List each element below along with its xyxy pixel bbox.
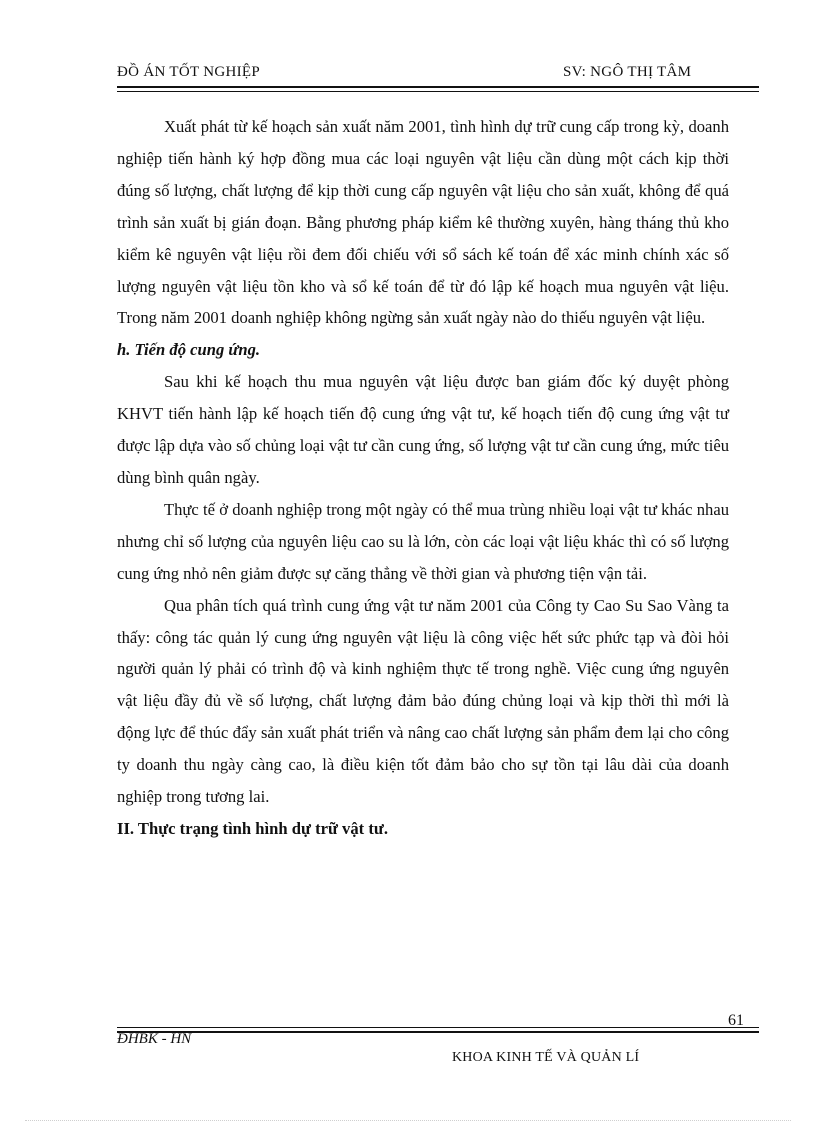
header-divider (117, 86, 759, 92)
paragraph-supply-schedule: Sau khi kế hoạch thu mua nguyên vật liệu được ban giám đốc ký duyệt phòng KHVT tiến hành lập kế hoạch tiến độ cung ứng vật tư, kế hoạch tiến độ cung ứng vật tư được lập dựa vào số chủng loại vật tư cần cung ứng, số lượng vật tư cần cung ứng, mức tiêu dùng bình quân ngày. (117, 372, 729, 487)
section-heading-h: h. Tiến độ cung ứng. (117, 340, 261, 360)
page-bottom-dotted-edge (25, 1120, 791, 1121)
footer-faculty: KHOA KINH TẾ VÀ QUẢN LÍ (452, 1050, 640, 1065)
page-number: 61 (728, 1012, 744, 1029)
paragraph-analysis: Qua phân tích quá trình cung ứng vật tư năm 2001 của Công ty Cao Su Sao Vàng ta thấy: công tác quản lý cung ứng nguyên vật liệu là công việc hết sức phức tạp và đòi hỏi người quản lý phải có trình độ và kinh nghiệm thực tế trong nghề. Việc cung ứng nguyên vật liệu đầy đủ về số lượng, chất lượng đảm bảo đúng chủng loại và kịp thời thì mới là động lực để thúc đẩy sản xuất phát triển và nâng cao chất lượng sản phẩm đem lại cho công ty doanh thu ngày càng cao, là điều kiện tốt đảm bảo cho sự tồn tại lâu dài của doanh nghiệp trong tương lai. (117, 595, 729, 807)
paragraph-supply-planning: Xuất phát từ kế hoạch sản xuất năm 2001, tình hình dự trữ cung cấp trong kỳ, doanh nghiệp tiến hành ký hợp đồng mua các loại nguyên vật liệu cần dùng một cách kịp thời đúng số lượng, chất lượng để kịp thời cung cấp nguyên vật liệu cho sản xuất, không để quá trình sản xuất bị gián đoạn. Bằng phương pháp kiểm kê thường xuyên, hàng tháng thủ kho kiểm kê nguyên vật liệu rồi đem đối chiếu với sổ sách kế toán để xác minh chính xác số lượng nguyên vật liệu tồn kho và sổ kế toán để từ đó lập kế hoạch mua nguyên vật liệu. Trong năm 2001 doanh nghiệp không ngừng sản xuất ngày nào do thiếu nguyên vật liệu. (117, 117, 729, 328)
header-document-title: ĐỒ ÁN TỐT NGHIỆP (117, 64, 260, 80)
footer-divider (117, 1027, 759, 1033)
section-heading-ii: II. Thực trạng tình hình dự trữ vật tư. (117, 818, 388, 838)
footer-university: ĐHBK - HN (117, 1031, 192, 1047)
page-body (117, 111, 729, 845)
header-student-name: SV: NGÔ THỊ TÂM (563, 64, 692, 80)
paragraph-purchase-reality: Thực tế ở doanh nghiệp trong một ngày có thể mua trùng nhiều loại vật tư khác nhau nhưng chỉ số lượng của nguyên liệu cao su là lớn, còn các loại vật liệu khác thì có số lượng cung ứng nhỏ nên giảm được sự căng thẳng về thời gian và phương tiện vận tải. (117, 499, 729, 583)
page-header (117, 64, 759, 86)
